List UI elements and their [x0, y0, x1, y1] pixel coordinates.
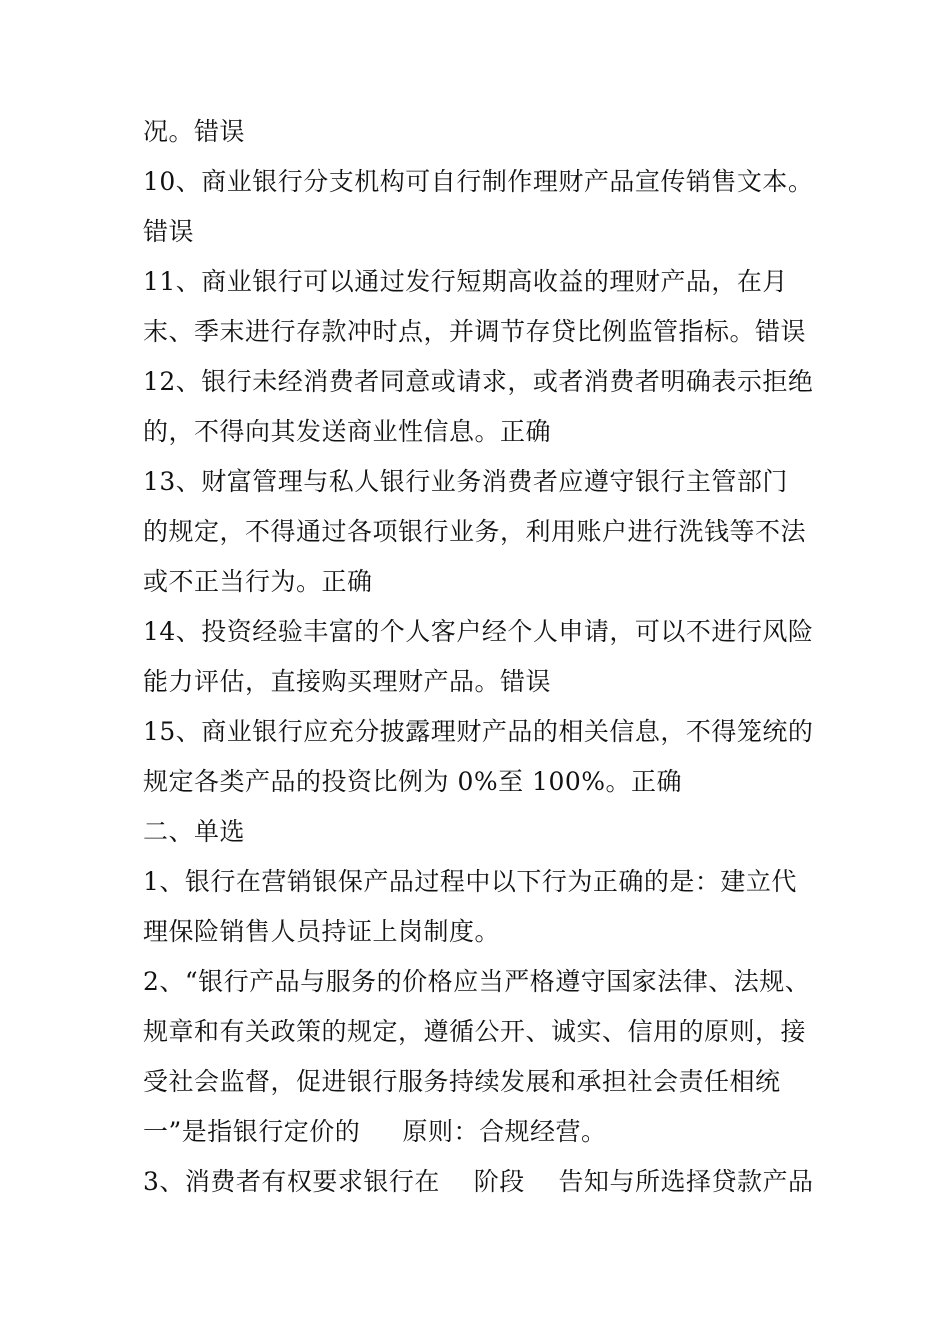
text-line: 错误 — [143, 217, 195, 246]
text-line: 的规定，不得通过各项银行业务，利用账户进行洗钱等不法 — [143, 517, 807, 546]
text-line: 况。错误 — [143, 117, 246, 146]
text-line: 3、消费者有权要求银行在 阶段 告知与所选择贷款产品 — [143, 1167, 814, 1196]
text-line: 或不正当行为。正确 — [143, 567, 373, 596]
text-line: 10、商业银行分支机构可自行制作理财产品宣传销售文本。 — [143, 167, 814, 196]
text-line: 末、季末进行存款冲时点，并调节存贷比例监管指标。错误 — [143, 317, 807, 346]
section-heading: 二、单选 — [143, 817, 246, 846]
text-line: 15、商业银行应充分披露理财产品的相关信息，不得笼统的 — [143, 717, 814, 746]
text-line: 规章和有关政策的规定，遵循公开、诚实、信用的原则，接 — [143, 1017, 807, 1046]
text-line: 规定各类产品的投资比例为 0%至 100%。正确 — [143, 767, 683, 796]
text-line: 14、投资经验丰富的个人客户经个人申请，可以不进行风险 — [143, 617, 814, 646]
text-line: 13、财富管理与私人银行业务消费者应遵守银行主管部门 — [143, 467, 788, 496]
text-line: 12、银行未经消费者同意或请求，或者消费者明确表示拒绝 — [143, 367, 814, 396]
text-line: 11、商业银行可以通过发行短期高收益的理财产品，在月 — [143, 267, 788, 296]
text-line: 能力评估，直接购买理财产品。错误 — [143, 667, 552, 696]
text-line: 1、银行在营销银保产品过程中以下行为正确的是：建立代 — [143, 867, 797, 896]
text-line: 理保险销售人员持证上岗制度。 — [143, 917, 501, 946]
text-line: 一”是指银行定价的 原则：合规经营。 — [143, 1117, 607, 1146]
text-line: 2、“银行产品与服务的价格应当严格遵守国家法律、法规、 — [143, 967, 811, 996]
text-line: 受社会监督，促进银行服务持续发展和承担社会责任相统 — [143, 1067, 781, 1096]
text-line: 的，不得向其发送商业性信息。正确 — [143, 417, 552, 446]
